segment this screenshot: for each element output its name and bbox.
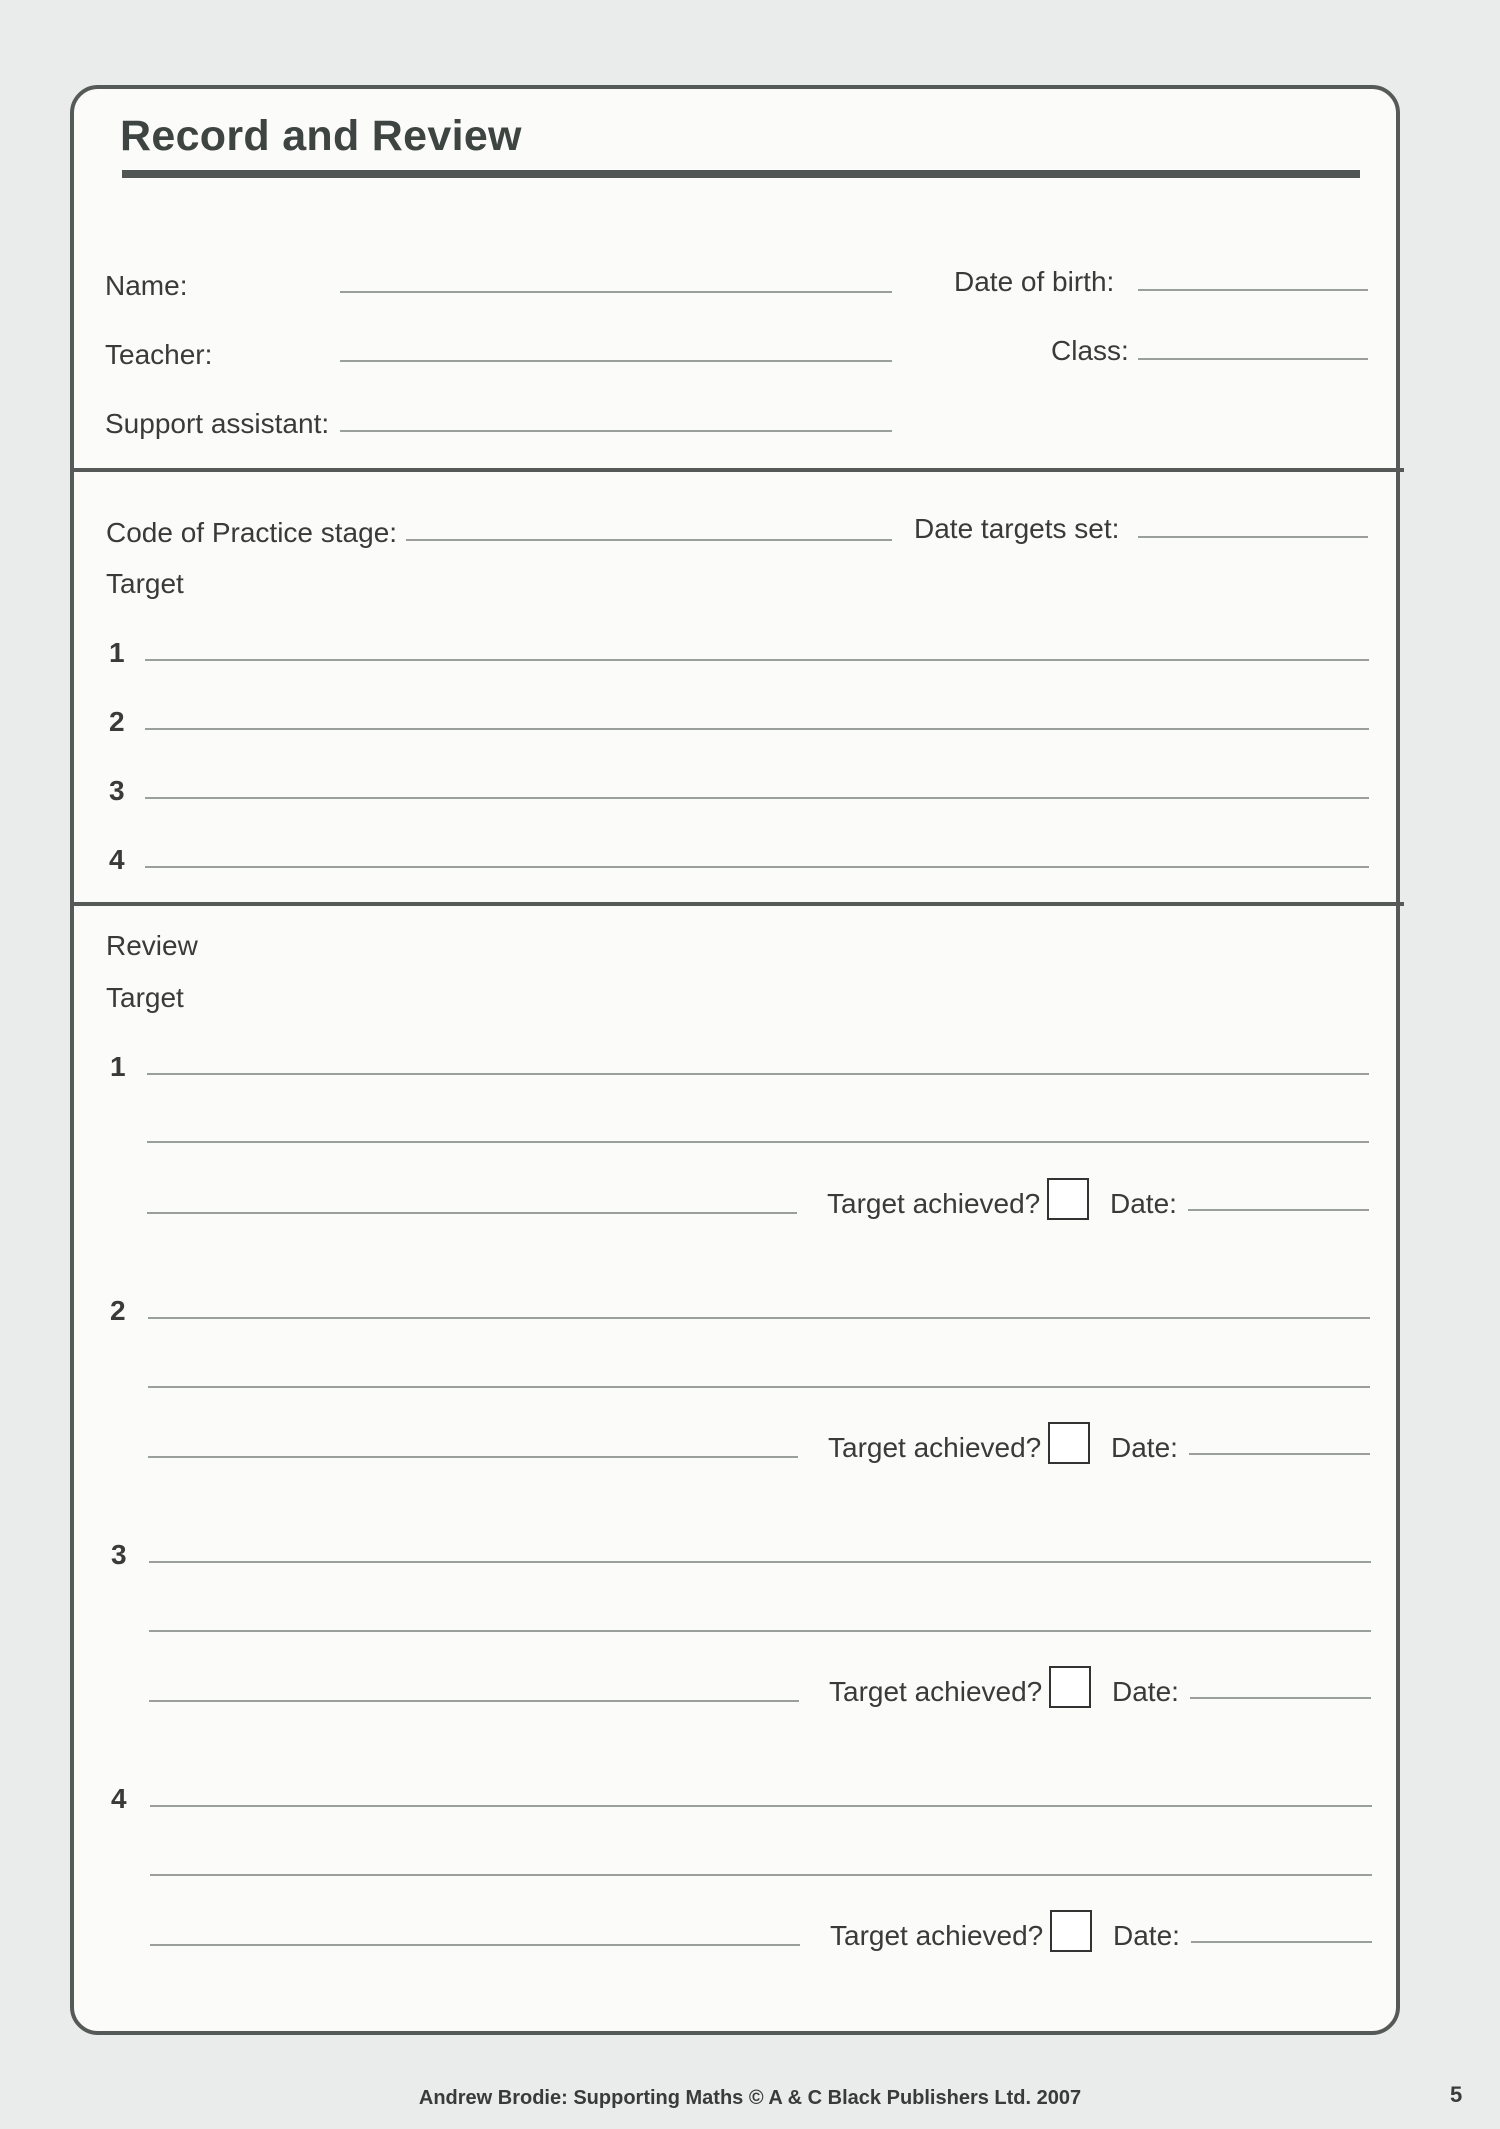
- title-underline: [122, 170, 1360, 178]
- review-target-number: 1: [110, 1051, 126, 1082]
- target-line[interactable]: [145, 866, 1369, 868]
- code-of-practice-stage-label: Code of Practice stage:: [106, 517, 398, 548]
- class-field[interactable]: [1138, 358, 1368, 360]
- review-date-label: Date:: [1113, 1920, 1180, 1951]
- target-achieved-checkbox[interactable]: [1049, 1666, 1091, 1708]
- review-line[interactable]: [148, 1456, 798, 1458]
- review-target-number: 3: [111, 1539, 127, 1570]
- footer-credit: Andrew Brodie: Supporting Maths © A & C Black Publishers Ltd. 2007: [418, 2087, 1082, 2109]
- form-frame: [70, 85, 1400, 2035]
- review-target-heading: Target: [106, 982, 184, 1013]
- review-date-field[interactable]: [1190, 1697, 1371, 1699]
- target-line[interactable]: [145, 728, 1369, 730]
- review-line[interactable]: [150, 1944, 800, 1946]
- page-number: 5: [1450, 2082, 1463, 2107]
- review-date-field[interactable]: [1191, 1941, 1372, 1943]
- review-line[interactable]: [149, 1630, 1371, 1632]
- code-of-practice-stage-field[interactable]: [406, 539, 892, 541]
- target-achieved-checkbox[interactable]: [1047, 1178, 1089, 1220]
- review-date-label: Date:: [1110, 1188, 1177, 1219]
- target-achieved-label: Target achieved?: [828, 1432, 1042, 1463]
- target-number: 3: [109, 775, 125, 806]
- class-label: Class:: [1051, 335, 1129, 366]
- name-label: Name:: [105, 270, 188, 301]
- target-number: 1: [109, 637, 125, 668]
- date-of-birth-field[interactable]: [1138, 289, 1368, 291]
- teacher-field[interactable]: [340, 360, 892, 362]
- review-date-label: Date:: [1111, 1432, 1178, 1463]
- review-target-number: 4: [111, 1783, 127, 1814]
- review-line[interactable]: [149, 1700, 799, 1702]
- review-line[interactable]: [150, 1874, 1372, 1876]
- targets-heading: Target: [106, 568, 184, 599]
- review-line[interactable]: [150, 1805, 1372, 1807]
- target-number: 4: [109, 844, 125, 875]
- target-achieved-checkbox[interactable]: [1050, 1910, 1092, 1952]
- review-heading: Review: [106, 930, 198, 961]
- review-date-field[interactable]: [1189, 1453, 1370, 1455]
- review-line[interactable]: [147, 1212, 797, 1214]
- section-divider: [72, 902, 1404, 906]
- date-of-birth-label: Date of birth:: [954, 266, 1115, 297]
- support-assistant-field[interactable]: [340, 430, 892, 432]
- target-line[interactable]: [145, 659, 1369, 661]
- target-number: 2: [109, 706, 125, 737]
- target-achieved-checkbox[interactable]: [1048, 1422, 1090, 1464]
- target-line[interactable]: [145, 797, 1369, 799]
- teacher-label: Teacher:: [105, 339, 213, 370]
- date-targets-set-field[interactable]: [1138, 536, 1368, 538]
- review-line[interactable]: [148, 1317, 1370, 1319]
- review-date-label: Date:: [1112, 1676, 1179, 1707]
- review-date-field[interactable]: [1188, 1209, 1369, 1211]
- name-field[interactable]: [340, 291, 892, 293]
- review-line[interactable]: [147, 1073, 1369, 1075]
- target-achieved-label: Target achieved?: [829, 1676, 1043, 1707]
- review-line[interactable]: [147, 1141, 1369, 1143]
- target-achieved-label: Target achieved?: [830, 1920, 1044, 1951]
- date-targets-set-label: Date targets set:: [914, 513, 1120, 544]
- review-line[interactable]: [148, 1386, 1370, 1388]
- section-divider: [72, 468, 1404, 472]
- page-title: Record and Review: [120, 112, 522, 160]
- review-target-number: 2: [110, 1295, 126, 1326]
- support-assistant-label: Support assistant:: [105, 408, 330, 439]
- target-achieved-label: Target achieved?: [827, 1188, 1041, 1219]
- review-line[interactable]: [149, 1561, 1371, 1563]
